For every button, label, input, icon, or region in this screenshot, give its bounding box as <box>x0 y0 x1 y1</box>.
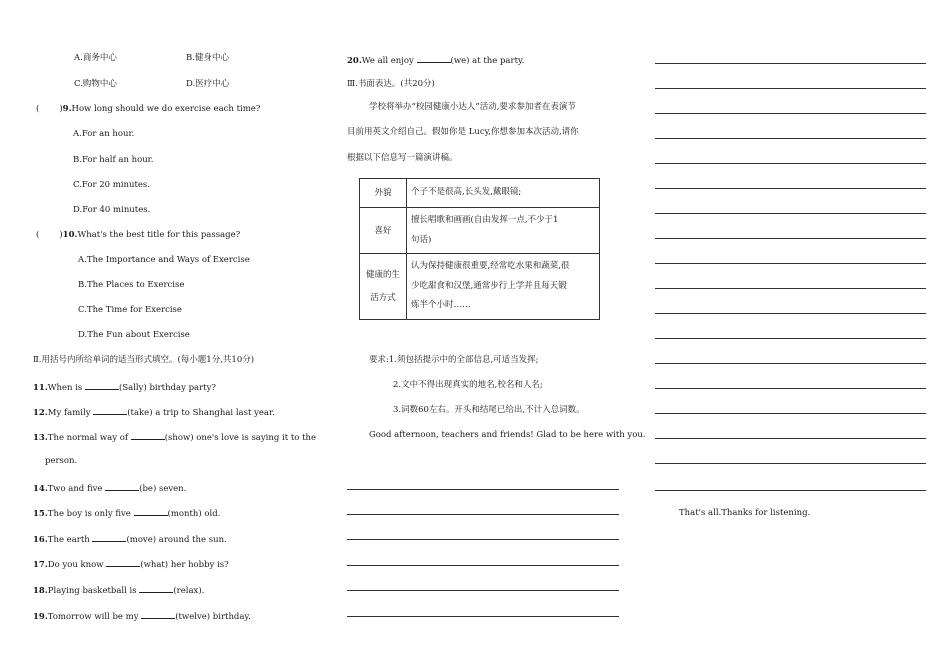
fill-item-13-continuation: person. <box>45 456 78 466</box>
item-post: (twelve) birthday. <box>175 612 251 622</box>
answer-blank[interactable] <box>85 381 119 390</box>
q9-option-a[interactable]: A.For an hour. <box>73 129 135 139</box>
item-pre: Do you know <box>47 560 104 570</box>
writing-line[interactable] <box>655 490 926 491</box>
item-number: 20. <box>347 56 362 66</box>
item-pre: Playing basketball is <box>47 586 137 596</box>
table-row <box>360 179 600 208</box>
q8-option-a[interactable]: A.商务中心 <box>74 53 117 63</box>
answer-blank[interactable] <box>141 610 175 619</box>
fill-item-17 <box>33 558 229 570</box>
q8-option-d[interactable]: D.医疗中心 <box>186 79 230 89</box>
item-post: (move) around the sun. <box>126 535 227 545</box>
item-number: 13. <box>33 433 48 443</box>
writing-line[interactable] <box>347 489 619 490</box>
fill-item-14 <box>33 482 186 494</box>
q10-option-d[interactable]: D.The Fun about Exercise <box>78 330 190 340</box>
answer-blank[interactable] <box>106 558 140 567</box>
table-value: 认为保持健康很重要,经常吃水果和蔬菜,很 少吃甜食和汉堡,通常步行上学并且每天锻 炼半个小时…… <box>407 254 600 320</box>
writing-line[interactable] <box>655 63 926 64</box>
question-10 <box>36 231 240 240</box>
item-pre: My family <box>47 408 91 418</box>
writing-line[interactable] <box>655 88 926 89</box>
requirement-1: 要求:1.须包括提示中的全部信息,可适当发挥; <box>369 355 539 365</box>
essay-closing: That's all.Thanks for listening. <box>679 508 811 518</box>
item-pre: Tomorrow will be my <box>47 612 139 622</box>
item-number: 18. <box>33 586 48 596</box>
fill-item-19 <box>33 610 251 622</box>
item-post: (show) one's love is saying it to the <box>164 433 317 443</box>
writing-line[interactable] <box>655 313 926 314</box>
q9-option-d[interactable]: D.For 40 minutes. <box>73 205 151 215</box>
item-pre: The earth <box>47 535 90 545</box>
writing-line[interactable] <box>655 238 926 239</box>
requirement-2: 2.文中不得出现真实的地名,校名和人名; <box>393 380 543 390</box>
q10-option-a[interactable]: A.The Importance and Ways of Exercise <box>78 255 250 265</box>
writing-line[interactable] <box>655 263 926 264</box>
prompt-line-2: 目前用英文介绍自己。假如你是 Lucy,你想参加本次活动,请你 <box>347 127 579 137</box>
item-number: 14. <box>33 484 48 494</box>
answer-blank[interactable] <box>92 533 126 542</box>
fill-item-12 <box>33 406 275 418</box>
writing-line[interactable] <box>655 388 926 389</box>
prompt-line-3: 根据以下信息写一篇演讲稿。 <box>347 153 458 163</box>
answer-paren-open[interactable]: ( <box>36 230 40 240</box>
section-3-title: Ⅲ.书面表达。(共20分) <box>347 79 435 89</box>
answer-blank[interactable] <box>139 584 173 593</box>
item-pre: We all enjoy <box>361 56 414 66</box>
writing-line[interactable] <box>655 163 926 164</box>
writing-line[interactable] <box>347 565 619 566</box>
item-pre: Two and five <box>47 484 103 494</box>
writing-line[interactable] <box>655 138 926 139</box>
q8-option-c[interactable]: C.购物中心 <box>74 79 117 89</box>
answer-blank[interactable] <box>134 507 168 516</box>
writing-line[interactable] <box>655 113 926 114</box>
item-pre: The normal way of <box>47 433 128 443</box>
writing-line[interactable] <box>347 590 619 591</box>
answer-paren-open[interactable]: ( <box>36 104 40 114</box>
table-key: 外貌 <box>360 179 407 208</box>
item-post: (month) old. <box>167 509 221 519</box>
writing-line[interactable] <box>655 338 926 339</box>
table-key: 喜好 <box>360 208 407 254</box>
answer-blank[interactable] <box>131 431 165 440</box>
question-number: 10. <box>62 230 78 240</box>
question-text: What's the best title for this passage? <box>77 230 241 240</box>
item-post: (relax). <box>173 586 205 596</box>
requirement-3: 3.词数60左右。开头和结尾已给出,不计入总词数。 <box>393 405 585 415</box>
table-value: 擅长唱歌和画画(自由发挥一点,不少于1 句话) <box>407 208 600 254</box>
writing-line[interactable] <box>655 438 926 439</box>
writing-line[interactable] <box>655 188 926 189</box>
writing-line[interactable] <box>347 616 619 617</box>
item-post: (what) her hobby is? <box>140 560 229 570</box>
item-number: 16. <box>33 535 48 545</box>
fill-item-13 <box>33 431 316 443</box>
writing-line[interactable] <box>655 288 926 289</box>
table-row <box>360 208 600 254</box>
q9-option-b[interactable]: B.For half an hour. <box>73 155 154 165</box>
prompt-line-1: 学校将举办“校园健康小达人”活动,要求参加者在表演节 <box>369 102 576 112</box>
answer-blank[interactable] <box>417 54 451 63</box>
item-post: (we) at the party. <box>450 56 525 66</box>
item-number: 17. <box>33 560 48 570</box>
item-number: 11. <box>33 383 48 393</box>
q9-option-c[interactable]: C.For 20 minutes. <box>73 180 150 190</box>
q10-option-c[interactable]: C.The Time for Exercise <box>78 305 182 315</box>
fill-item-15 <box>33 507 220 519</box>
fill-item-16 <box>33 533 227 545</box>
question-9 <box>36 105 260 114</box>
section-2-title: Ⅱ.用括号内所给单词的适当形式填空。(每小题1分,共10分) <box>33 355 255 365</box>
answer-blank[interactable] <box>93 406 127 415</box>
item-number: 12. <box>33 408 48 418</box>
fill-item-20 <box>347 54 524 66</box>
item-number: 19. <box>33 612 48 622</box>
item-post: (Sally) birthday party? <box>119 383 216 393</box>
answer-paren-close: ) <box>59 230 63 240</box>
fill-item-11 <box>33 381 216 393</box>
item-number: 15. <box>33 509 48 519</box>
item-pre: When is <box>47 383 83 393</box>
writing-line[interactable] <box>655 213 926 214</box>
fill-item-18 <box>33 584 204 596</box>
answer-blank[interactable] <box>105 482 139 491</box>
item-pre: The boy is only five <box>47 509 131 519</box>
writing-line[interactable] <box>347 539 619 540</box>
answer-paren-close: ) <box>59 104 63 114</box>
table-value: 个子不是很高,长头发,戴眼镜; <box>407 179 600 208</box>
writing-line[interactable] <box>655 413 926 414</box>
writing-line[interactable] <box>655 463 926 464</box>
q8-option-b[interactable]: B.健身中心 <box>186 53 229 63</box>
essay-opening: Good afternoon, teachers and friends! Glad to be here with you. <box>369 430 646 440</box>
item-post: (be) seven. <box>139 484 187 494</box>
writing-line[interactable] <box>347 514 619 515</box>
table-key: 健康的生活方式 <box>360 254 407 320</box>
question-number: 9. <box>62 104 72 114</box>
item-post: (take) a trip to Shanghai last year. <box>127 408 275 418</box>
question-text: How long should we do exercise each time? <box>71 104 261 114</box>
info-table <box>359 178 600 320</box>
table-row <box>360 254 600 320</box>
q10-option-b[interactable]: B.The Places to Exercise <box>78 280 185 290</box>
writing-line[interactable] <box>655 363 926 364</box>
